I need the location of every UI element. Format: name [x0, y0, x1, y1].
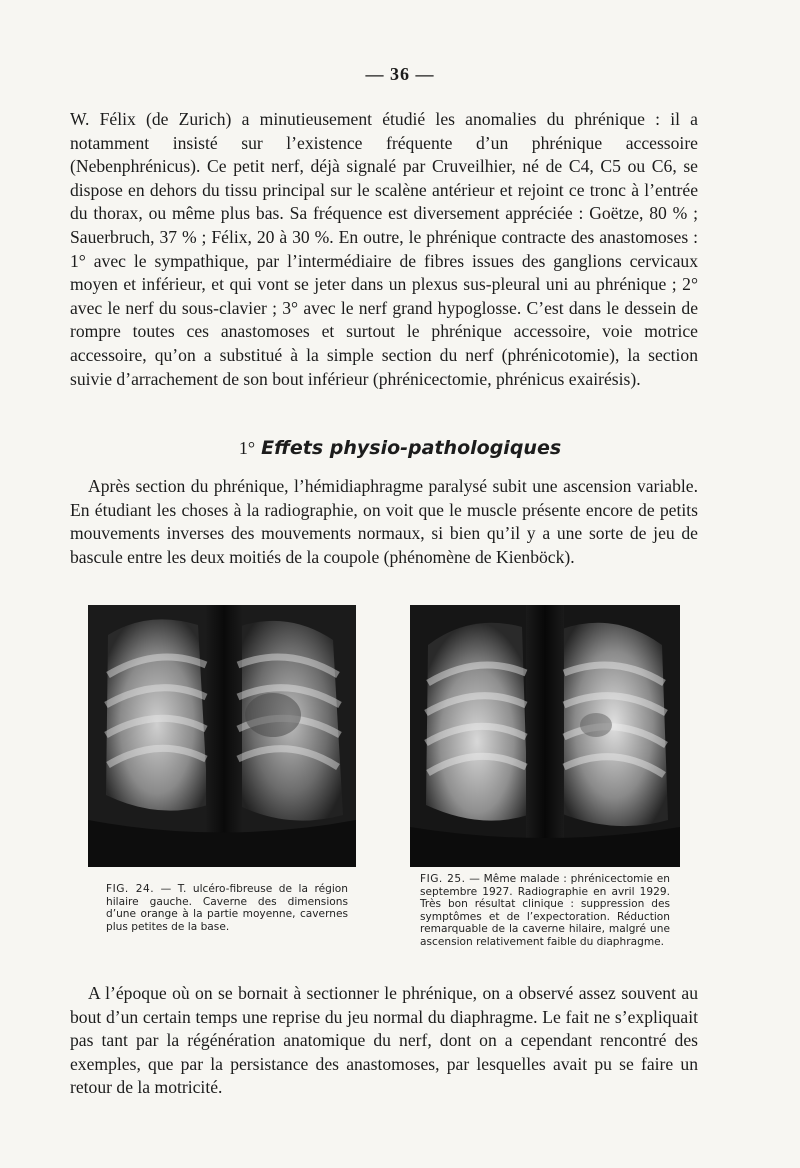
section-title: Effets physio-pathologiques: [261, 437, 562, 459]
figure-25-label: FIG. 25.: [420, 873, 466, 885]
figure-24-caption-text: — T. ulcéro-fibreuse de la région hilaire gauche. Caverne des dimensions d’une orange à la partie moyenne, cavernes plus petites de la base.: [106, 883, 348, 933]
figure-24-label: FIG. 24.: [106, 883, 155, 895]
chest-xray-image-25: [410, 605, 680, 867]
figure-25-caption: [410, 867, 680, 949]
chest-xray-image-24: [88, 605, 356, 867]
section-heading: [0, 437, 800, 459]
section-number: 1°: [238, 438, 256, 458]
paragraph-history-text: A l’époque où on se bornait à sectionner le phrénique, on a observé assez souvent au bout d’un certain temps une reprise du jeu normal du diaphragme. Le fait ne s’expliquait pas tant par la régénération anatomique du nerf, dont on a cependant rencontré des exemples, que par la persistance des anastomoses, par lesquelles avait pu se faire un retour de la motricité.: [70, 983, 698, 1098]
figure-24: [88, 605, 356, 933]
figure-25-caption-text: — Même malade : phrénicectomie en septembre 1927. Radiographie en avril 1929. Très bon résultat clinique : suppression des symptômes et de l’expectoration. Réduction remarquable de la caverne hilaire, malgré une ascension relativement faible du diaphragme.: [420, 873, 670, 948]
figure-24-caption: [88, 867, 356, 933]
page-number: — 36 —: [365, 64, 435, 84]
paragraph-effects: [70, 475, 698, 569]
paragraph-history: [70, 982, 698, 1100]
paragraph-effects-text: Après section du phrénique, l’hémidiaphragme paralysé subit une ascension variable. En étudiant les choses à la radiographie, on voit que le muscle présente encore de petits mouvements inverses des mouvements normaux, si bien qu’il y a une sorte de jeu de bascule entre les deux moitiés de la coupole (phénomène de Kienböck).: [70, 476, 698, 567]
paragraph-anatomy: W. Félix (de Zurich) a minutieusement étudié les anomalies du phrénique : il a notamment insisté sur l’existence fréquente d’un phrénique accessoire (Nebenphrénicus). Ce petit nerf, déjà signalé par Cruveilhier, né de C4, C5 ou C6, se dispose en dehors du tissu principal sur le scalène antérieur et rejoint ce tronc à l’entrée du thorax, ou même plus bas. Sa fréquence est diversement appréciée : Goëtze, 80 % ; Sauerbruch, 37 % ; Félix, 20 à 30 %. En outre, le phrénique contracte des anastomoses : 1° avec le sympathique, par l’intermédiaire de fibres issues des ganglions cervicaux moyen et inférieur, et qui vont se jeter dans un plexus sus-pleural uni au phrénique ; 2° avec le nerf du sous-clavier ; 3° avec le nerf grand hypoglosse. C’est dans le dessein de rompre toutes ces anastomoses et surtout le phrénique accessoire, voie motrice accessoire, qu’on a substitué à la simple section du nerf (phrénicotomie), la section suivie d’arrachement de son bout inférieur (phrénicectomie, phrénicus exairésis).: [70, 109, 698, 389]
figure-25: [410, 605, 680, 949]
